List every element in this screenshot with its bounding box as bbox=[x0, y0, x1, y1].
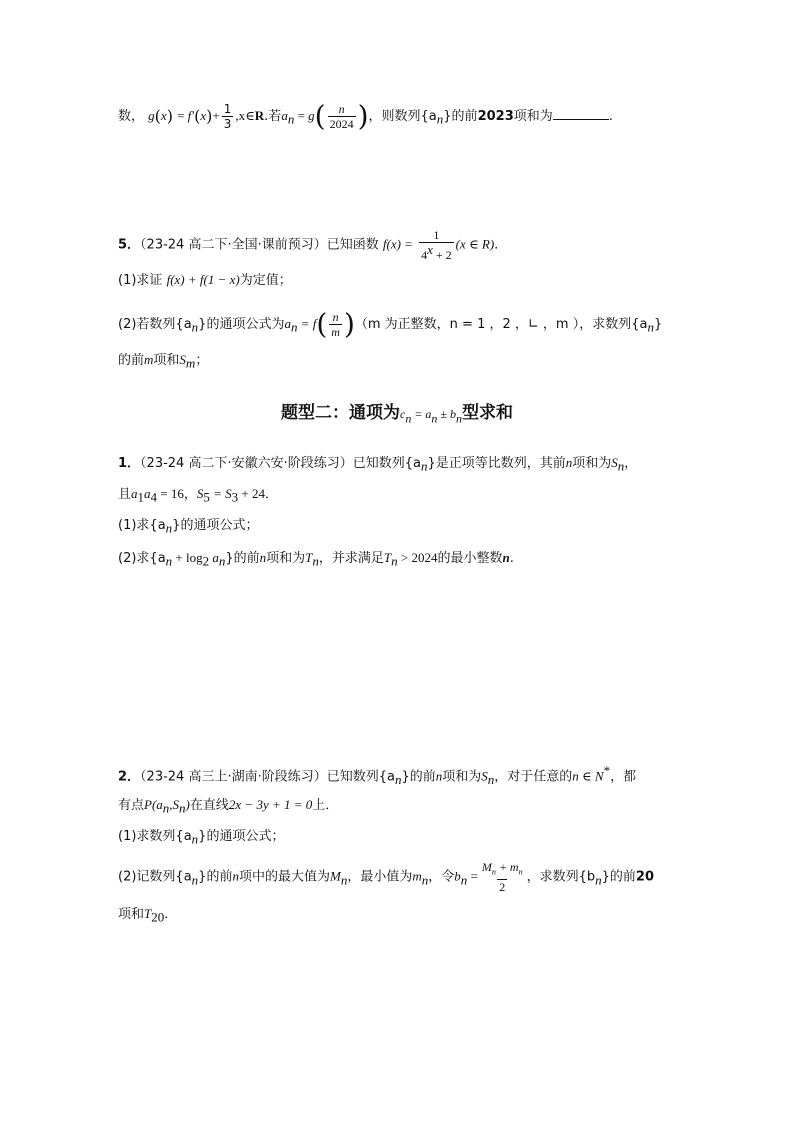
q4-lead: 数， bbox=[118, 109, 145, 124]
q2-part2-line2: 项和$T_{20}$． bbox=[118, 906, 178, 925]
q2-source: （23-24 高三上·湖南·阶段练习） bbox=[140, 769, 327, 785]
q4-fprime: f′ bbox=[187, 108, 195, 123]
q2-stem: 2．（23-24 高三上·湖南·阶段练习）已知数列$\{a_n\}$的前n项和为$S_n$，对于任意的n ∈ N*，都 bbox=[118, 763, 637, 787]
q4-n-over-2024: $\frac{n}{2024}$ bbox=[329, 102, 354, 131]
q4-count: 2023 bbox=[477, 109, 514, 124]
q4-g: g bbox=[148, 108, 155, 123]
q4-one-third: $\frac{1}{3}$ bbox=[223, 102, 232, 131]
q2-fraction: $\frac{M_n + m_n}{2}$ bbox=[481, 860, 523, 895]
q5-n-over-m: $\frac{n}{m}$ bbox=[331, 310, 340, 339]
q4-answer-blank[interactable] bbox=[553, 107, 609, 120]
q5-part2-line2: 的前m项和$S_m$； bbox=[118, 352, 209, 371]
q1-part1: (1)求$\{a_n\}$的通项公式； bbox=[118, 518, 259, 536]
q5-source: （23-24 高二下·全国·课前预习） bbox=[140, 237, 327, 253]
q1-condition: 且$a_1a_4 = 16$，$S_5 = S_3 + 24$． bbox=[118, 486, 279, 505]
q1-stem: 1．（23-24 高二下·安徽六安·阶段练习）已知数列$\{a_n\}$是正项等比数列，其前n项和为$S_n$， bbox=[118, 455, 638, 474]
q1-source: （23-24 高二下·安徽六安·阶段练习） bbox=[140, 456, 353, 471]
q5-stem: 5．（23-24 高二下·全国·课前预习）已知函数 f(x) = $\frac{1}{4^x + 2}$ (x ∈ R). bbox=[118, 228, 499, 262]
q2-condition: 有点$P(a_n,S_n)$在直线2x − 3y + 1 = 0上． bbox=[118, 797, 339, 816]
q2-part1: (1)求数列$\{a_n\}$的通项公式； bbox=[118, 829, 285, 847]
q2-part2: (2)记数列$\{a_n\}$的前n项中的最大值为$M_n$，最小值为$m_n$，令$b_n$ = $\frac{M_n + m_n}{2}$ ，求数列$\{b_n\}$的前20 bbox=[118, 860, 654, 895]
q4-continuation: 数， g(x) = f′(x)+ $\frac{1}{3}$ ,x∈R.若$a_n = g$( $\frac{n}{2024}$ )，则数列$\{a_n\}$的前2023项和为 . bbox=[118, 99, 613, 133]
q5-fraction: $\frac{1}{4^x + 2}$ bbox=[421, 228, 452, 262]
section-heading: 题型二：通项为$c_n = a_n \pm b_n$型求和 bbox=[280, 403, 514, 426]
q5-part2: (2)若数列$\{a_n\}$的通项公式为$a_n = f$( $\frac{n}{m}$ )（m 为正整数，n = 1 ，2 ，∟ ，m ），求数列$\{a_n\}$ bbox=[118, 307, 663, 341]
q5-part1: (1)求证 f(x) + f(1 − x)为定值； bbox=[118, 272, 292, 288]
q1-part2: (2)求$\{a_n + \log_2 a_n\}$的前n项和为$T_n$，并求满足$T_n > 2024$的最小整数n. bbox=[118, 550, 514, 569]
